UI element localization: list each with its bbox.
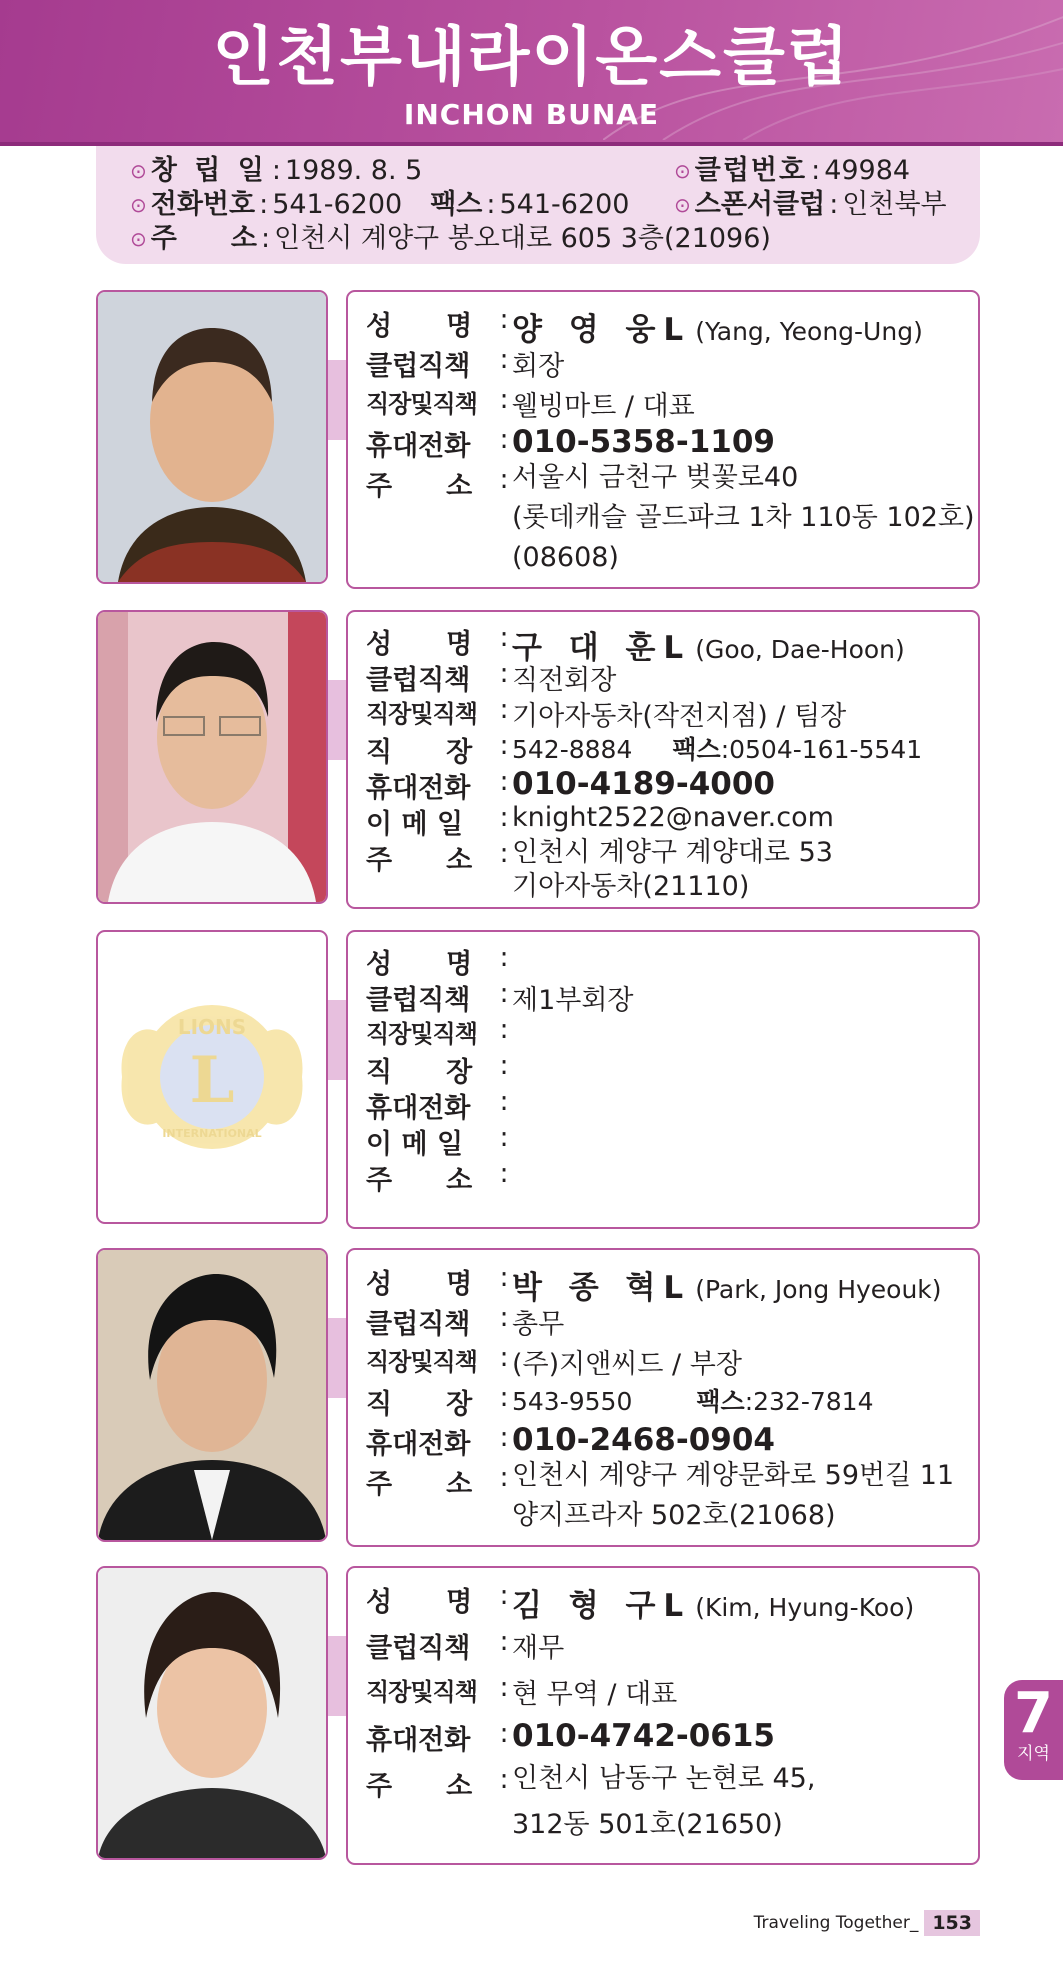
workplace-field: 직장및직책 : 현 무역 / 대표 bbox=[366, 1672, 678, 1710]
address-field: 주 소 : 인천시 계양구 계양문화로 59번길 11 양지프라자 502호(21068) bbox=[366, 1460, 955, 1531]
sponsor-value: 인천북부 bbox=[842, 189, 947, 220]
lions-logo-icon bbox=[98, 932, 326, 1222]
work-phone-field: 직 장 : 542-8884 팩스:0504-161-5541 bbox=[366, 730, 923, 768]
member-name: 구 대 훈L bbox=[512, 630, 692, 666]
club-position-field: 클럽직책 : 회장 bbox=[366, 344, 565, 382]
phone-value: 541-6200 bbox=[272, 189, 403, 220]
club-title: 인천부내라이온스클럽 bbox=[212, 21, 851, 95]
page-number: 153 bbox=[924, 1910, 980, 1936]
email-field: 이 메 일 : bbox=[366, 1122, 509, 1160]
address-field: 주 소 : bbox=[366, 1158, 509, 1196]
workplace-field: 직장및직책 : bbox=[366, 1014, 509, 1048]
card-connector bbox=[328, 1000, 346, 1080]
region-tab-label: 지역 bbox=[1017, 1744, 1050, 1764]
name-field: 성 명 : 양 영 웅L (Yang, Yeong-Ung) bbox=[366, 304, 923, 348]
club-info-panel bbox=[96, 146, 980, 264]
mobile-field: 휴대전화 : bbox=[366, 1086, 509, 1124]
email-link[interactable]: knight2522@naver.com bbox=[512, 802, 834, 833]
card-connector bbox=[328, 360, 346, 440]
footer-text: Traveling Together_ bbox=[753, 1913, 919, 1933]
sponsor-row: ⊙ 스폰서클럽 : 인천북부 bbox=[674, 189, 947, 220]
member-photo bbox=[96, 1248, 328, 1542]
page-footer bbox=[754, 1910, 980, 1936]
card-connector bbox=[328, 680, 346, 760]
portrait-image bbox=[98, 612, 326, 902]
work-phone-field: 직 장 : bbox=[366, 1050, 509, 1088]
mobile-field: 휴대전화 : 010-4742-0615 bbox=[366, 1718, 776, 1756]
address-row: ⊙ 주 소 : 인천시 계양구 봉오대로 605 3층(21096) bbox=[130, 223, 771, 254]
name-field: 성 명 : bbox=[366, 942, 509, 980]
bullet-icon: ⊙ bbox=[674, 193, 691, 217]
bullet-icon: ⊙ bbox=[674, 159, 691, 183]
founded-value: 1989. 8. 5 bbox=[284, 155, 423, 186]
svg-text:LIONS: LIONS bbox=[177, 1015, 247, 1039]
address-field: 주 소 : 인천시 계양구 계양대로 53 기아자동차(21110) bbox=[366, 837, 833, 902]
member-name: 양 영 웅L bbox=[512, 312, 692, 348]
member-name: 박 종 혁L bbox=[512, 1270, 692, 1306]
member-card bbox=[346, 930, 980, 1229]
portrait-image bbox=[98, 1250, 326, 1540]
member-photo bbox=[96, 610, 328, 904]
mobile-field: 휴대전화 : 010-2468-0904 bbox=[366, 1422, 776, 1460]
workplace-field: 직장및직책 : (주)지앤씨드 / 부장 bbox=[366, 1342, 742, 1380]
member-photo-placeholder bbox=[96, 930, 328, 1224]
email-field: 이 메 일 : knight2522@naver.com bbox=[366, 802, 974, 841]
name-field: 성 명 : 박 종 혁L (Park, Jong Hyeouk) bbox=[366, 1262, 942, 1306]
club-position-field: 클럽직책 : 제1부회장 bbox=[366, 978, 634, 1016]
club-position-field: 클럽직책 : 총무 bbox=[366, 1302, 565, 1340]
club-number-row: ⊙ 클럽번호 : 49984 bbox=[674, 155, 911, 186]
region-tab[interactable] bbox=[1004, 1680, 1063, 1780]
workplace-field: 직장및직책 : 웰빙마트 / 대표 bbox=[366, 384, 695, 422]
workplace-field: 직장및직책 : 기아자동차(작전지점) / 팀장 bbox=[366, 694, 847, 732]
portrait-image bbox=[98, 292, 326, 582]
bullet-icon: ⊙ bbox=[130, 159, 147, 183]
member-card bbox=[346, 290, 980, 589]
member-card bbox=[346, 610, 980, 909]
club-position-field: 클럽직책 : 직전회장 bbox=[366, 658, 617, 696]
bullet-icon: ⊙ bbox=[130, 193, 147, 217]
address-field: 주 소 : 서울시 금천구 벚꽃로40 (롯데캐슬 골드파크 1차 110동 102호) (08608) bbox=[366, 462, 975, 573]
member-photo bbox=[96, 290, 328, 584]
member-card bbox=[346, 1248, 980, 1547]
name-field: 성 명 : 구 대 훈L (Goo, Dae-Hoon) bbox=[366, 622, 905, 666]
work-phone-field: 직 장 : 543-9550 팩스:232-7814 bbox=[366, 1382, 874, 1420]
club-number-value: 49984 bbox=[824, 155, 911, 186]
address-field: 주 소 : 인천시 남동구 논현로 45, 312동 501호(21650) bbox=[366, 1763, 816, 1840]
svg-text:INTERNATIONAL: INTERNATIONAL bbox=[162, 1127, 262, 1140]
page-header bbox=[0, 0, 1063, 146]
address-value: 인천시 계양구 봉오대로 605 3층(21096) bbox=[274, 223, 771, 254]
member-card bbox=[346, 1566, 980, 1865]
club-subtitle: INCHON BUNAE bbox=[403, 98, 660, 131]
region-tab-number: 7 bbox=[1014, 1681, 1053, 1746]
card-connector bbox=[328, 1636, 346, 1716]
fax-value: 541-6200 bbox=[499, 189, 630, 220]
phone-row: ⊙ 전화번호 : 541-6200 팩스 : 541-6200 bbox=[130, 189, 630, 220]
card-connector bbox=[328, 1318, 346, 1398]
member-photo bbox=[96, 1566, 328, 1860]
svg-text:L: L bbox=[189, 1043, 235, 1118]
name-field: 성 명 : 김 형 구L (Kim, Hyung-Koo) bbox=[366, 1580, 915, 1624]
club-position-field: 클럽직책 : 재무 bbox=[366, 1626, 565, 1664]
portrait-image bbox=[98, 1568, 326, 1858]
mobile-field: 휴대전화 : 010-5358-1109 bbox=[366, 424, 776, 462]
founded-row: ⊙ 창 립 일 : 1989. 8. 5 bbox=[130, 155, 423, 186]
bullet-icon: ⊙ bbox=[130, 227, 147, 251]
member-name: 김 형 구L bbox=[512, 1588, 692, 1624]
mobile-field: 휴대전화 : 010-4189-4000 bbox=[366, 766, 776, 804]
